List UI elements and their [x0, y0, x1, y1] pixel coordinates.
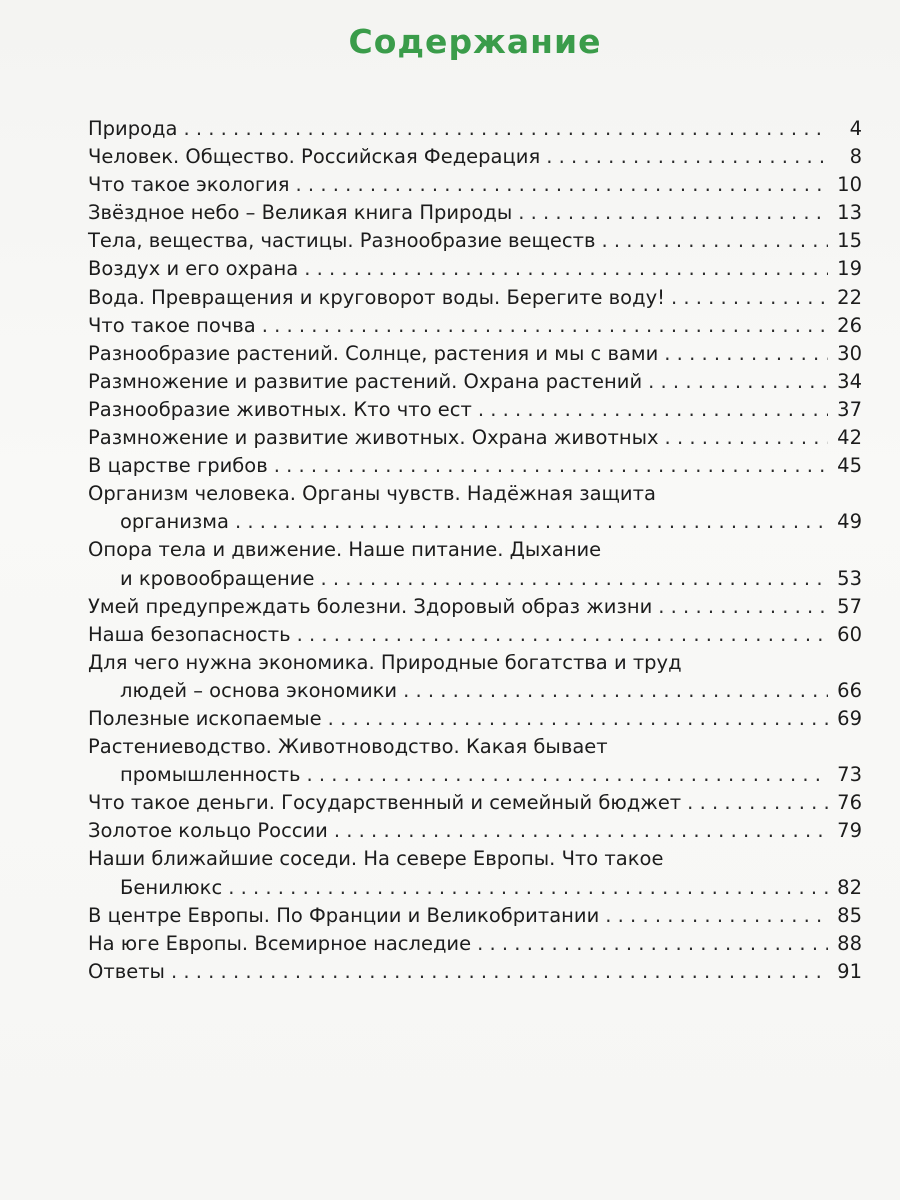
toc-entry-title: Разнообразие животных. Кто что ест	[88, 397, 472, 421]
toc-page-number: 42	[837, 426, 862, 450]
dot-leader	[296, 171, 828, 199]
toc-entry	[88, 789, 862, 817]
toc-entry	[88, 115, 862, 143]
toc-entry-line	[88, 340, 862, 368]
toc-entry-title: В царстве грибов	[88, 454, 268, 478]
toc-entry	[88, 958, 862, 986]
dot-leader	[664, 340, 828, 368]
dot-leader	[235, 508, 828, 536]
toc-entry-line	[88, 761, 862, 789]
toc-entry-line	[88, 536, 862, 564]
toc-entry	[88, 340, 862, 368]
toc-entry-title: Полезные ископаемые	[88, 706, 322, 730]
toc-entry	[88, 284, 862, 312]
toc-entry	[88, 368, 862, 396]
toc-page-number: 45	[837, 454, 862, 478]
dot-leader	[602, 227, 829, 255]
toc-entry-line	[88, 902, 862, 930]
dot-leader	[328, 705, 828, 733]
toc-entry-line	[88, 789, 862, 817]
toc-page-number: 73	[837, 763, 862, 787]
toc-entry-title: Ответы	[88, 959, 165, 983]
toc-page-number: 69	[837, 706, 862, 730]
toc-entry-line	[88, 874, 862, 902]
toc-entry-line	[88, 424, 862, 452]
toc-page-number: 53	[837, 566, 862, 590]
toc-entry-line	[88, 396, 862, 424]
toc-page-number: 37	[837, 397, 862, 421]
toc-page-number: 57	[837, 594, 862, 618]
toc-entry-title: Природа	[88, 117, 178, 140]
toc-entry-title: Наша безопасность	[88, 622, 291, 646]
toc-entry-title: Опора тела и движение. Наше питание. Дыхание	[88, 538, 602, 562]
toc-entry-line	[88, 621, 862, 649]
toc-entry	[88, 143, 862, 171]
dot-leader	[658, 593, 828, 621]
toc-entry	[88, 817, 862, 845]
toc-entry	[88, 621, 862, 649]
toc-page-number: 34	[837, 369, 862, 393]
toc-entry	[88, 593, 862, 621]
toc-entry-title: и кровообращение	[120, 566, 315, 590]
toc-entry-line	[88, 649, 862, 677]
toc-page-number: 4	[849, 117, 862, 140]
toc-page-number: 13	[837, 201, 862, 225]
toc-page-number: 15	[837, 229, 862, 253]
dot-leader	[648, 368, 828, 396]
toc-entry-title: Размножение и развитие растений. Охрана растений	[88, 369, 643, 393]
dot-leader	[671, 284, 828, 312]
toc-entry-line	[88, 508, 862, 536]
toc-entry	[88, 845, 862, 901]
toc-page-number: 22	[837, 285, 862, 309]
toc-entry	[88, 902, 862, 930]
dot-leader	[228, 874, 828, 902]
toc-page-number: 26	[837, 313, 862, 337]
toc-page-number: 49	[837, 510, 862, 534]
dot-leader	[478, 396, 828, 424]
toc-entry-title: Что такое деньги. Государственный и семейный бюджет	[88, 791, 682, 815]
toc-entry-line	[88, 593, 862, 621]
toc-page-number: 85	[837, 903, 862, 927]
toc-page-number: 66	[837, 678, 862, 702]
toc-entry-line	[88, 958, 862, 986]
toc-entry-title: Человек. Общество. Российская Федерация	[88, 145, 541, 169]
toc-page-number: 76	[837, 791, 862, 815]
toc-entry	[88, 396, 862, 424]
toc-entry	[88, 171, 862, 199]
toc-entry-title: Звёздное небо – Великая книга Природы	[88, 201, 513, 225]
toc-entry-line	[88, 227, 862, 255]
toc-entry-title: На юге Европы. Всемирное наследие	[88, 931, 472, 955]
toc-entry	[88, 930, 862, 958]
toc-entry-title: В центре Европы. По Франции и Великобритании	[88, 903, 600, 927]
dot-leader	[518, 199, 828, 227]
toc-entry-line	[88, 368, 862, 396]
toc-page-number: 19	[837, 257, 862, 281]
dot-leader	[334, 817, 828, 845]
dot-leader	[687, 789, 828, 817]
toc-page-number: 60	[837, 622, 862, 646]
toc-entry-title: Вода. Превращения и круговорот воды. Берегите воду!	[88, 285, 665, 309]
toc-entry-line	[88, 115, 862, 143]
toc-entry-line	[88, 284, 862, 312]
toc-entry	[88, 312, 862, 340]
dot-leader	[306, 761, 828, 789]
toc-entry	[88, 452, 862, 480]
toc-entry-line	[88, 565, 862, 593]
table-of-contents	[88, 115, 862, 986]
toc-entry-line	[88, 817, 862, 845]
dot-leader	[262, 312, 828, 340]
toc-entry-line	[88, 143, 862, 171]
toc-page-number: 10	[837, 173, 862, 197]
toc-entry-line	[88, 930, 862, 958]
dot-leader	[274, 452, 828, 480]
toc-entry-title: Что такое экология	[88, 173, 290, 197]
toc-entry-title: Организм человека. Органы чувств. Надёжная защита	[88, 482, 656, 506]
toc-entry	[88, 705, 862, 733]
toc-entry-line	[88, 452, 862, 480]
toc-entry-title: людей – основа экономики	[120, 678, 398, 702]
toc-page-number: 79	[837, 819, 862, 843]
toc-entry	[88, 227, 862, 255]
dot-leader	[546, 143, 828, 171]
page-title: Содержание	[348, 22, 602, 61]
toc-entry-title: Наши ближайшие соседи. На севере Европы. Что такое	[88, 847, 664, 871]
toc-entry-line	[88, 480, 862, 508]
dot-leader	[183, 115, 828, 143]
toc-entry	[88, 424, 862, 452]
toc-page-number: 30	[837, 341, 862, 365]
toc-entry-title: Разнообразие растений. Солнце, растения и мы с вами	[88, 341, 659, 365]
toc-entry-line	[88, 845, 862, 873]
toc-entry-line	[88, 255, 862, 283]
toc-entry	[88, 536, 862, 592]
toc-entry	[88, 199, 862, 227]
toc-entry-line	[88, 733, 862, 761]
dot-leader	[297, 621, 828, 649]
toc-page-number: 91	[837, 959, 862, 983]
toc-entry-title: Бенилюкс	[120, 875, 223, 899]
toc-page-number: 8	[849, 145, 862, 169]
toc-entry-title: Золотое кольцо России	[88, 819, 328, 843]
toc-entry	[88, 733, 862, 789]
toc-entry	[88, 480, 862, 536]
toc-entry-line	[88, 705, 862, 733]
toc-entry-title: Воздух и его охрана	[88, 257, 299, 281]
toc-entry-line	[88, 171, 862, 199]
toc-entry-title: Умей предупреждать болезни. Здоровый образ жизни	[88, 594, 653, 618]
toc-entry	[88, 649, 862, 705]
dot-leader	[605, 902, 828, 930]
toc-entry-title: Для чего нужна экономика. Природные богатства и труд	[88, 650, 682, 674]
dot-leader	[320, 565, 828, 593]
dot-leader	[304, 255, 828, 283]
toc-entry	[88, 255, 862, 283]
toc-entry-title: промышленность	[120, 763, 301, 787]
toc-entry-title: Размножение и развитие животных. Охрана животных	[88, 426, 659, 450]
toc-entry-title: Что такое почва	[88, 313, 256, 337]
toc-entry-line	[88, 312, 862, 340]
toc-entry-title: Тела, вещества, частицы. Разнообразие веществ	[88, 229, 596, 253]
dot-leader	[665, 424, 828, 452]
dot-leader	[477, 930, 828, 958]
toc-page-number: 82	[837, 875, 862, 899]
toc-entry-title: организма	[120, 510, 229, 534]
toc-entry-line	[88, 677, 862, 705]
toc-page-number: 88	[837, 931, 862, 955]
toc-entry-line	[88, 199, 862, 227]
toc-entry-title: Растениеводство. Животноводство. Какая бывает	[88, 735, 608, 759]
dot-leader	[171, 958, 828, 986]
dot-leader	[403, 677, 828, 705]
